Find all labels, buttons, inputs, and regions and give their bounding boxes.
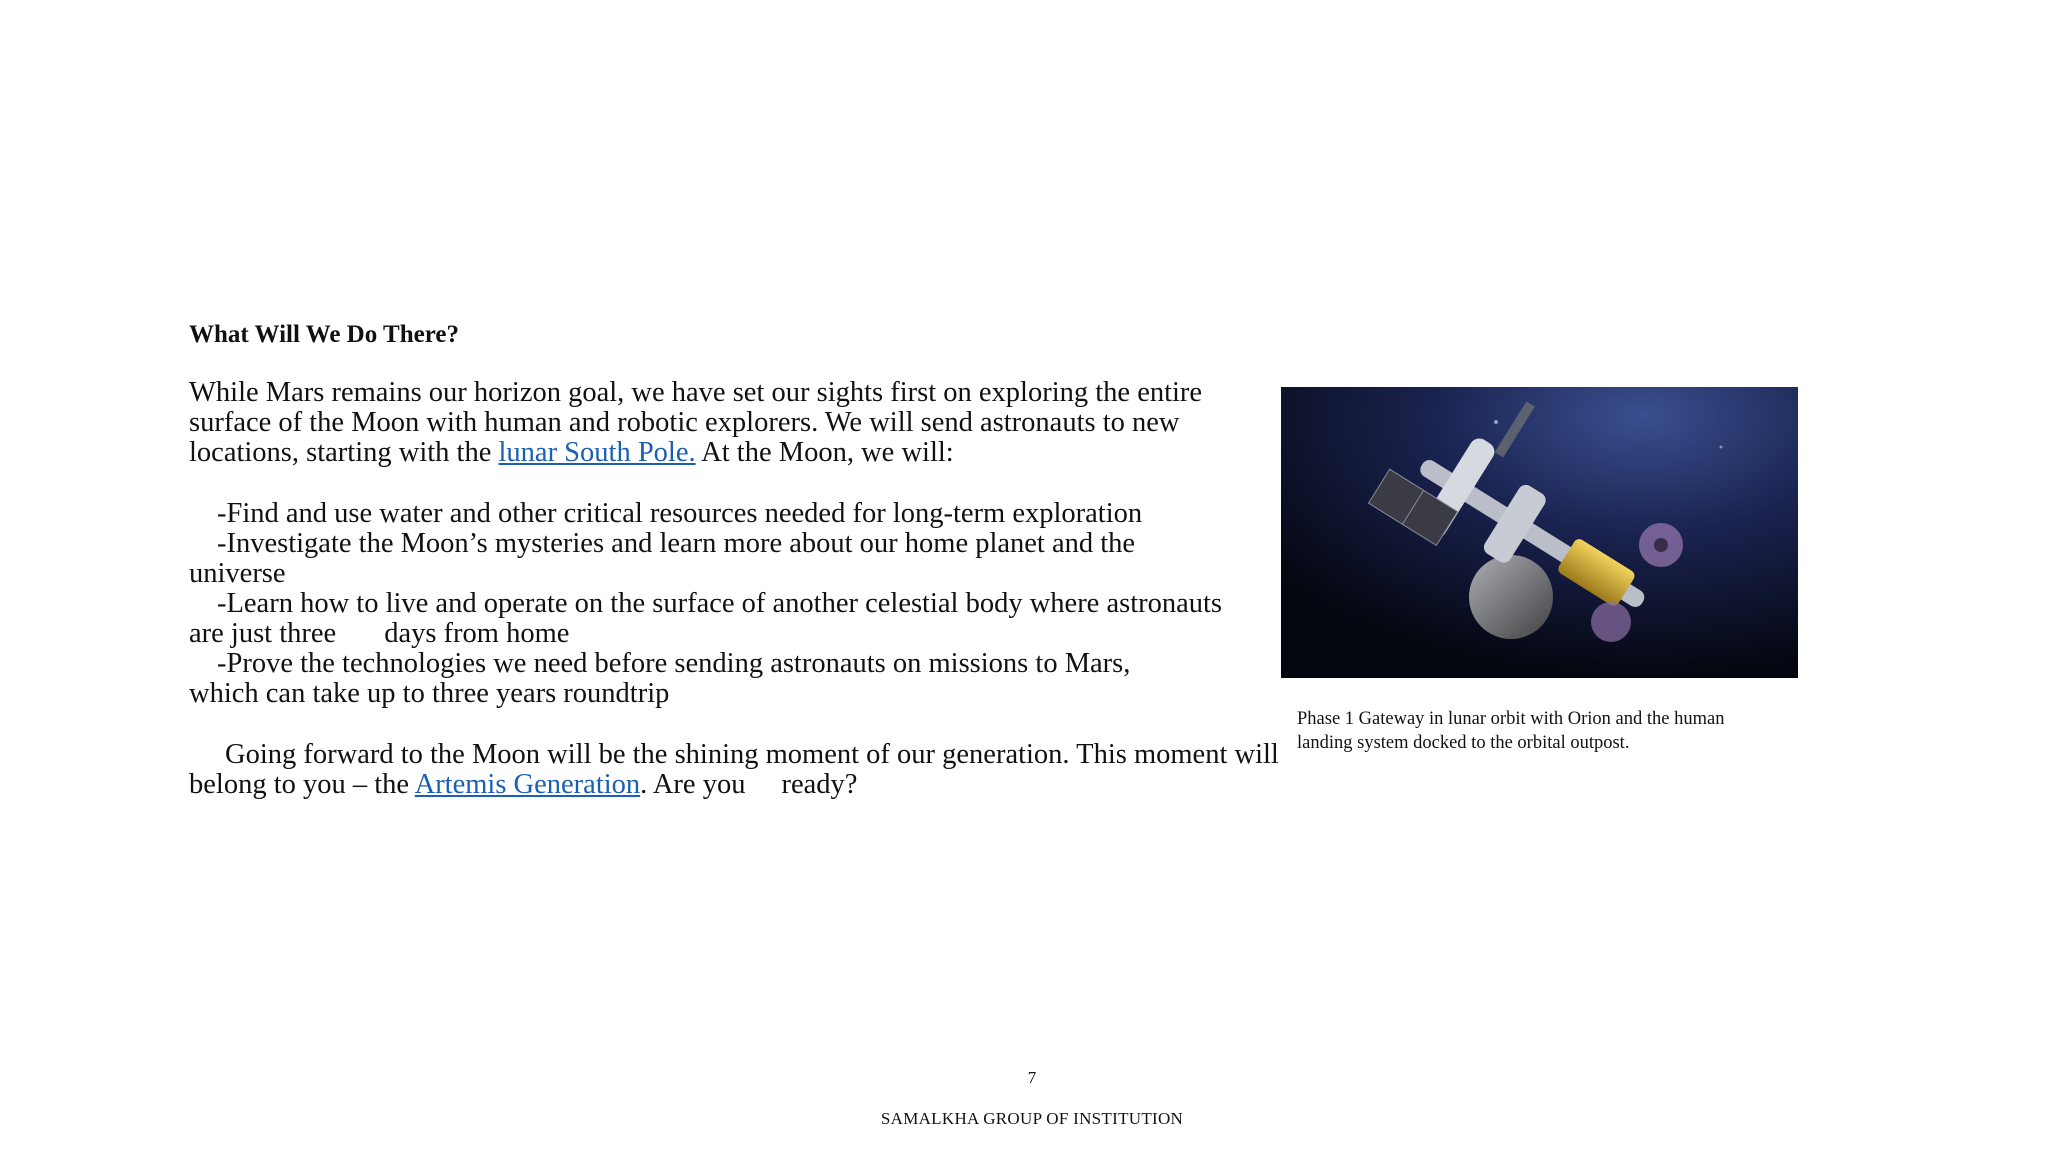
section-heading: What Will We Do There? xyxy=(189,321,459,348)
goal-item: -Investigate the Moon’s mysteries and learn more about our home planet and the xyxy=(217,528,1136,559)
closing-text: belong to you – the xyxy=(189,769,415,800)
goal-item-continued xyxy=(189,619,1219,649)
goal-item: -Find and use water and other critical resources needed for long-term exploration xyxy=(217,498,1143,529)
page-number: 7 xyxy=(1027,1068,1037,1087)
gateway-illustration xyxy=(1281,387,1798,678)
intro-line: While Mars remains our horizon goal, we have set our sights first on exploring the entire xyxy=(189,377,1203,408)
lunar-south-pole-link[interactable]: lunar South Pole. xyxy=(498,437,696,468)
gateway-image xyxy=(1281,387,1798,678)
footer-institution: SAMALKHA GROUP OF INSTITUTION xyxy=(880,1109,1184,1128)
goal-text: are just three xyxy=(189,618,337,649)
goal-item: -Learn how to live and operate on the surface of another celestial body where astronauts xyxy=(217,588,1223,619)
goal-item-continued: universe xyxy=(189,558,286,589)
caption-line: landing system docked to the orbital outpost. xyxy=(1297,733,1630,753)
artemis-generation-link[interactable]: Artemis Generation xyxy=(414,769,641,800)
intro-text: locations, starting with the xyxy=(189,437,499,468)
closing-text: ready? xyxy=(781,769,858,800)
goals-list xyxy=(189,498,1223,709)
caption-line: Phase 1 Gateway in lunar orbit with Orion and the human xyxy=(1297,709,1725,729)
closing-line xyxy=(189,770,1219,800)
intro-text: At the Moon, we will: xyxy=(695,437,954,468)
intro-line: surface of the Moon with human and robotic explorers. We will send astronauts to new xyxy=(189,407,1180,438)
goal-text: days from home xyxy=(384,618,570,649)
closing-paragraph xyxy=(189,739,1279,800)
intro-paragraph xyxy=(189,378,1219,468)
goal-item: -Prove the technologies we need before sending astronauts on missions to Mars, xyxy=(217,648,1131,679)
closing-text: . Are you xyxy=(640,769,746,800)
goal-item-continued: which can take up to three years roundtrip xyxy=(189,678,670,709)
figure-caption xyxy=(1297,707,1787,755)
closing-line: Going forward to the Moon will be the shining moment of our generation. This moment will xyxy=(225,739,1279,770)
intro-line xyxy=(189,438,1219,468)
